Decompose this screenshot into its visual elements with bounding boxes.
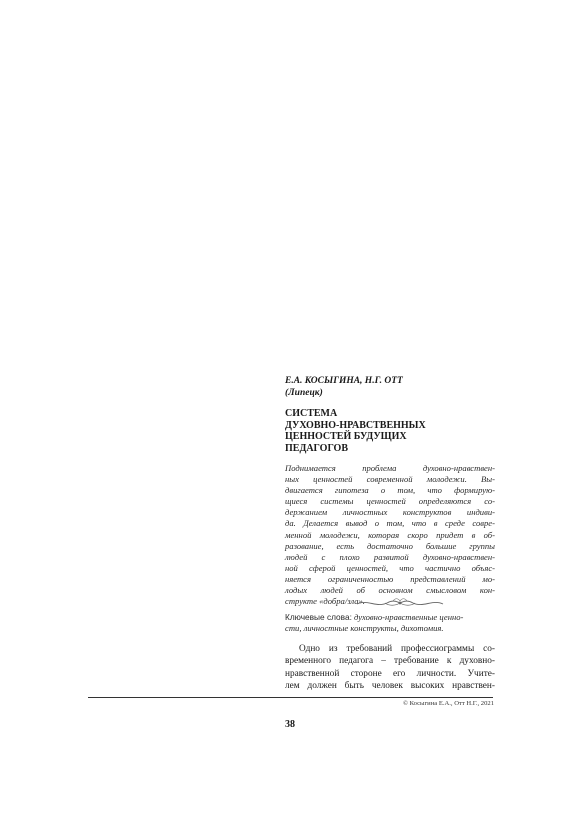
title-line: ДУХОВНО-НРАВСТВЕННЫХ — [285, 419, 426, 431]
abstract-line: ных ценностей современной молодежи. Вы- — [285, 474, 495, 485]
abstract-line: щиеся системы ценностей определяются со- — [285, 496, 495, 507]
abstract-line: да. Делается вывод о том, что в среде совре- — [285, 518, 495, 529]
keywords — [285, 612, 495, 634]
keywords-label: Ключевые слова: — [285, 612, 352, 622]
ornament-divider-icon — [355, 597, 445, 609]
abstract-line: структе «добра/зла». — [285, 596, 365, 607]
author-city: (Липецк) — [285, 388, 323, 398]
body-line: лем должен быть человек высоких нравствен- — [285, 680, 495, 691]
title-line: СИСТЕМА — [285, 408, 338, 419]
abstract-line: ной сферой ценностей, что частично объяс- — [285, 562, 495, 573]
footnote-rule — [88, 697, 493, 698]
abstract-line: Поднимается проблема духовно-нравствен- — [285, 463, 495, 473]
abstract-line: двигается гипотеза о том, что формирую- — [285, 485, 495, 496]
body-line: временного педагога – требование к духовно- — [285, 656, 495, 667]
abstract-line: держанием личностных конструктов индиви- — [285, 507, 495, 518]
abstract-line: няется ограниченностью представлений мо- — [285, 573, 495, 584]
author-block — [285, 375, 495, 399]
title-line: ПЕДАГОГОВ — [285, 442, 349, 454]
body-line: Одно из требований профессиограммы со- — [299, 644, 495, 654]
abstract-line: разование, есть достаточно большие группы — [285, 540, 495, 551]
abstract-line: менной молодежи, которая скоро придет в об- — [285, 529, 495, 540]
page-number: 38 — [285, 719, 295, 730]
body-text — [285, 643, 495, 692]
article-title — [285, 408, 495, 454]
keywords-text: духовно-нравственные ценно- — [354, 612, 464, 622]
body-line: нравственной стороне его личности. Учите- — [285, 668, 495, 679]
copyright-note: © Косыгина Е.А., Отт Н.Г., 2021 — [402, 700, 494, 707]
abstract-line: людей с плохо развитой духовно-нравствен- — [285, 551, 495, 562]
abstract — [285, 463, 495, 607]
abstract-line: лодых людей об основном смысловом кон- — [285, 585, 495, 596]
author-names: Е.А. КОСЫГИНА, Н.Г. ОТТ — [285, 376, 403, 386]
keywords-text: сти, личностные конструкты, дихотомия. — [285, 623, 444, 633]
title-line: ЦЕННОСТЕЙ БУДУЩИХ — [285, 431, 407, 443]
